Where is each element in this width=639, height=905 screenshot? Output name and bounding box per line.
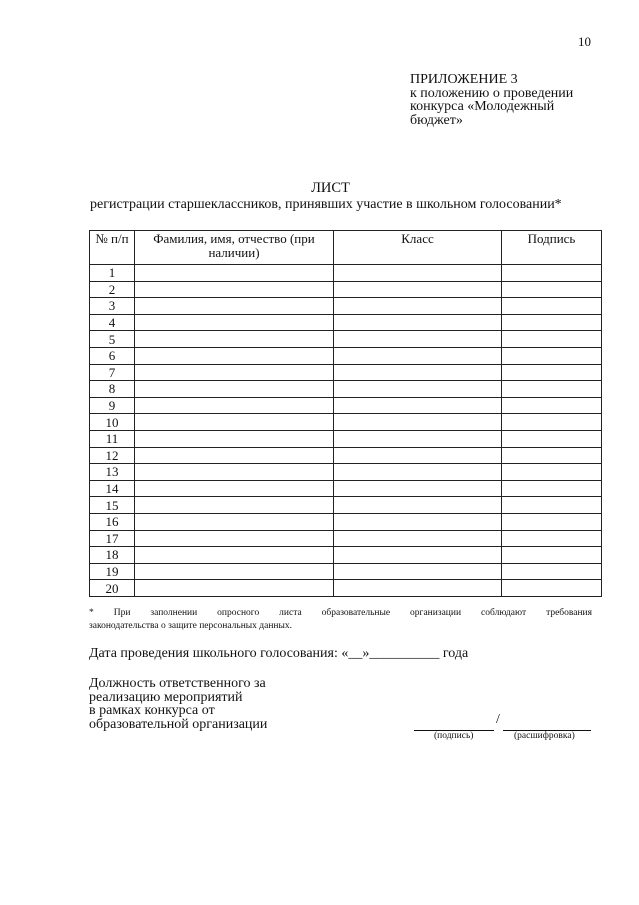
footnote-line: законодательства о защите персональных данных. (89, 621, 293, 631)
row-number-cell: 11 (90, 430, 135, 447)
signature-cell (502, 281, 602, 298)
signature-cell (502, 530, 602, 547)
responsible-person-label (89, 677, 309, 731)
table-row (90, 547, 602, 564)
signature-cell (502, 547, 602, 564)
registration-table (89, 230, 602, 597)
row-number-cell: 4 (90, 314, 135, 331)
column-header-name: Фамилия, имя, отчество (при наличии) (135, 231, 334, 265)
row-number-cell: 18 (90, 547, 135, 564)
class-cell (334, 497, 502, 514)
row-number-cell: 16 (90, 513, 135, 530)
row-number-cell: 20 (90, 580, 135, 597)
class-cell (334, 580, 502, 597)
signature-cell (502, 580, 602, 597)
page-number: 10 (578, 34, 591, 49)
appendix-line: конкурса «Молодежный (410, 99, 555, 114)
signature-cell (502, 480, 602, 497)
signature-cell (502, 331, 602, 348)
signature-cell (502, 497, 602, 514)
responsible-line: реализацию мероприятий (89, 689, 243, 705)
name-cell (135, 298, 334, 315)
table-row (90, 464, 602, 481)
responsible-line: в рамках конкурса от (89, 703, 215, 718)
document-subtitle: регистрации старшеклассников, принявших участие в школьном голосовании* (90, 197, 562, 212)
class-cell (334, 414, 502, 431)
table-row (90, 563, 602, 580)
footnote (89, 607, 592, 633)
class-cell (334, 331, 502, 348)
name-cell (135, 364, 334, 381)
decode-caption: (расшифровка) (514, 731, 575, 741)
name-cell (135, 513, 334, 530)
column-header-class: Класс (334, 231, 502, 265)
responsible-line: Должность ответственного за (89, 676, 266, 691)
class-cell (334, 530, 502, 547)
row-number-cell: 7 (90, 364, 135, 381)
name-cell (135, 381, 334, 398)
appendix-header (410, 73, 610, 127)
name-cell (135, 530, 334, 547)
table-row (90, 530, 602, 547)
signature-cell (502, 464, 602, 481)
class-cell (334, 547, 502, 564)
class-cell (334, 447, 502, 464)
row-number-cell: 17 (90, 530, 135, 547)
class-cell (334, 480, 502, 497)
row-number-cell: 12 (90, 447, 135, 464)
class-cell (334, 314, 502, 331)
signature-cell (502, 298, 602, 315)
class-cell (334, 298, 502, 315)
signature-cell (502, 265, 602, 282)
table-row (90, 347, 602, 364)
signature-cell (502, 430, 602, 447)
name-cell (135, 547, 334, 564)
signature-cell (502, 414, 602, 431)
signature-cell (502, 447, 602, 464)
class-cell (334, 464, 502, 481)
class-cell (334, 347, 502, 364)
name-cell (135, 347, 334, 364)
class-cell (334, 364, 502, 381)
appendix-line: к положению о проведении (410, 85, 574, 101)
table-row (90, 397, 602, 414)
class-cell (334, 397, 502, 414)
row-number-cell: 9 (90, 397, 135, 414)
name-cell (135, 281, 334, 298)
row-number-cell: 8 (90, 381, 135, 398)
row-number-cell: 14 (90, 480, 135, 497)
row-number-cell: 3 (90, 298, 135, 315)
signature-caption: (подпись) (434, 731, 474, 741)
row-number-cell: 10 (90, 414, 135, 431)
table-row (90, 513, 602, 530)
class-cell (334, 563, 502, 580)
signature-separator: / (496, 712, 500, 727)
row-number-cell: 1 (90, 265, 135, 282)
table-row (90, 447, 602, 464)
row-number-cell: 19 (90, 563, 135, 580)
signature-cell (502, 381, 602, 398)
class-cell (334, 265, 502, 282)
name-cell (135, 580, 334, 597)
table-row (90, 430, 602, 447)
table-row (90, 281, 602, 298)
class-cell (334, 281, 502, 298)
name-cell (135, 265, 334, 282)
signature-cell (502, 314, 602, 331)
name-cell (135, 397, 334, 414)
table-row (90, 331, 602, 348)
row-number-cell: 5 (90, 331, 135, 348)
name-cell (135, 464, 334, 481)
class-cell (334, 430, 502, 447)
voting-date-line: Дата проведения школьного голосования: «__»__________ года (89, 646, 469, 661)
table-row (90, 314, 602, 331)
name-cell (135, 447, 334, 464)
table-body (90, 265, 602, 597)
table-row (90, 364, 602, 381)
table-row (90, 298, 602, 315)
row-number-cell: 6 (90, 347, 135, 364)
name-cell (135, 314, 334, 331)
appendix-line: бюджет» (410, 112, 463, 128)
name-cell (135, 563, 334, 580)
signature-cell (502, 347, 602, 364)
appendix-line: ПРИЛОЖЕНИЕ 3 (410, 72, 518, 87)
name-cell (135, 430, 334, 447)
table-row (90, 381, 602, 398)
name-cell (135, 480, 334, 497)
table-row (90, 497, 602, 514)
signature-cell (502, 364, 602, 381)
signature-cell (502, 513, 602, 530)
signature-cell (502, 563, 602, 580)
signature-cell (502, 397, 602, 414)
table-row (90, 480, 602, 497)
row-number-cell: 13 (90, 464, 135, 481)
class-cell (334, 381, 502, 398)
row-number-cell: 2 (90, 281, 135, 298)
table-row (90, 414, 602, 431)
class-cell (334, 513, 502, 530)
name-cell (135, 414, 334, 431)
column-header-signature: Подпись (502, 231, 602, 265)
column-header-number: № п/п (90, 231, 135, 265)
row-number-cell: 15 (90, 497, 135, 514)
footnote-line: * При заполнении опросного листа образовательные организации соблюдают требования (89, 608, 592, 618)
table-header-row (90, 231, 602, 265)
table-row (90, 580, 602, 597)
name-cell (135, 331, 334, 348)
name-cell (135, 497, 334, 514)
responsible-line: образовательной организации (89, 716, 268, 732)
table-row (90, 265, 602, 282)
document-title: ЛИСТ (311, 180, 350, 196)
